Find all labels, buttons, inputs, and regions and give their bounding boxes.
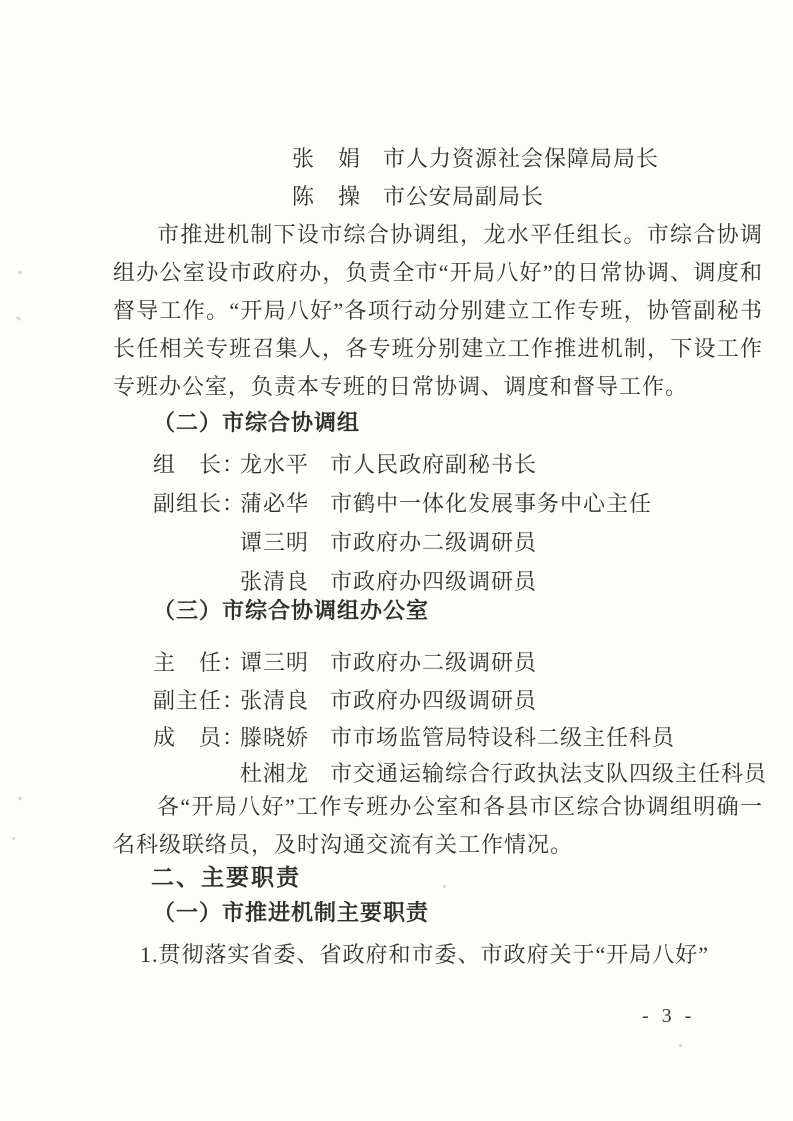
scan-speck xyxy=(18,796,23,801)
paragraph: 1.贯彻落实省委、省政府和市委、市政府关于“开局八好” xyxy=(140,942,710,967)
roster-title: 市鹤中一体化发展事务中心主任 xyxy=(330,491,653,516)
scan-speck xyxy=(12,837,15,840)
scan-speck xyxy=(443,885,446,888)
roster-role: 副组长： xyxy=(153,491,246,516)
roster-name: 蒲必华 xyxy=(240,491,310,516)
member-name: 陈 操 xyxy=(292,184,362,209)
roster-row xyxy=(0,644,793,682)
member-title: 市人力资源社会保障局局长 xyxy=(383,146,660,171)
member-row xyxy=(0,140,793,178)
paragraph: 市推进机制下设市综合协调组，龙水平任组长。市综合协调组办公室设市政府办，负责全市“开局八好”的日常协调、调度和督导工作。“开局八好”各项行动分别建立工作专班，协管副秘书长任相关专班召集人，各专班分别建立工作推进机制，下设工作专班办公室，负责本专班的日常协调、调度和督导工作。 xyxy=(113,222,763,399)
roster-title: 市人民政府副秘书长 xyxy=(330,452,538,477)
roster-title: 市政府办二级调研员 xyxy=(330,650,538,675)
roster-name: 张清良 xyxy=(240,688,310,713)
roster-name: 滕晓娇 xyxy=(240,725,310,750)
roster-name: 杜湘龙 xyxy=(240,761,310,786)
scan-speck xyxy=(18,270,23,275)
roster-title: 市政府办二级调研员 xyxy=(330,530,538,555)
roster-title: 市交通运输综合行政执法支队四级主任科员 xyxy=(330,761,768,786)
roster-row xyxy=(0,719,793,757)
roster-name: 龙水平 xyxy=(240,452,310,477)
roster-name: 张清良 xyxy=(240,569,310,594)
sub-heading: （一）市推进机制主要职责 xyxy=(153,900,430,925)
main-heading: 二、主要职责 xyxy=(151,864,301,890)
roster-role: 主 任： xyxy=(153,650,246,675)
roster-row xyxy=(0,485,793,523)
roster-role: 成 员： xyxy=(153,725,246,750)
member-name: 张 娟 xyxy=(292,146,362,171)
member-row xyxy=(0,178,793,216)
roster-name: 谭三明 xyxy=(240,530,310,555)
roster-title: 市政府办四级调研员 xyxy=(330,569,538,594)
roster-role: 组 长： xyxy=(153,452,246,477)
roster-row xyxy=(0,682,793,720)
roster-title: 市市场监管局特设科二级主任科员 xyxy=(330,725,676,750)
roster-name: 谭三明 xyxy=(240,650,310,675)
member-title: 市公安局副局长 xyxy=(383,184,545,209)
scan-speck xyxy=(679,1044,682,1047)
paragraph: 各“开局八好”工作专班办公室和各县市区综合协调组明确一名科级联络员，及时沟通交流有关工作情况。 xyxy=(113,794,763,857)
section-heading: （三）市综合协调组办公室 xyxy=(153,598,430,623)
page-number: - 3 - xyxy=(642,1005,696,1027)
scan-speck xyxy=(16,316,22,322)
roster-title: 市政府办四级调研员 xyxy=(330,688,538,713)
roster-role: 副主任： xyxy=(153,688,246,713)
roster-row xyxy=(0,524,793,562)
section-heading: （二）市综合协调组 xyxy=(153,410,361,435)
roster-row xyxy=(0,446,793,484)
